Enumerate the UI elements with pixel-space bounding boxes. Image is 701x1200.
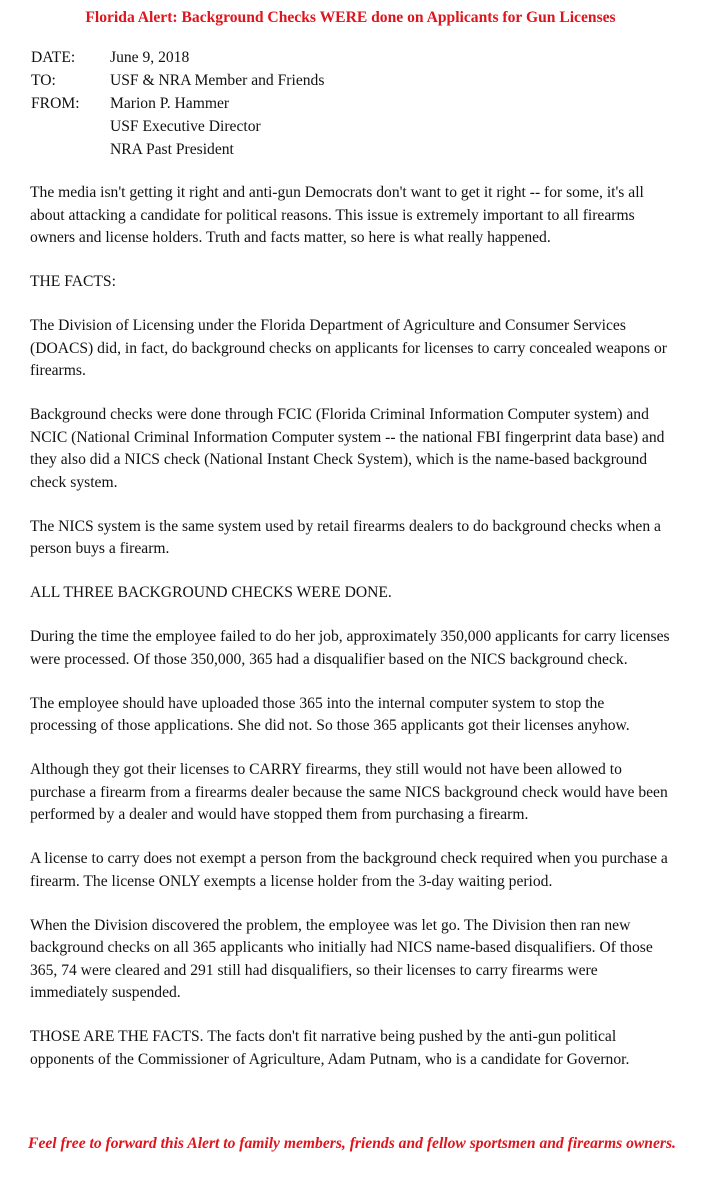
- memo-from-row-3: [31, 138, 324, 161]
- memo-to-row: [31, 69, 324, 92]
- paragraph-division-of-licensing: The Division of Licensing under the Florida Department of Agriculture and Consumer Services (DOACS) did, in fact, do background checks on applicants for licenses to carry concealed weapons or firearms.: [30, 317, 667, 379]
- memo-spacer: [31, 138, 110, 161]
- paragraph-employee-failed: During the time the employee failed to do her job, approximately 350,000 applicants for carry licenses were processed. Of those 350,000, 365 had a disqualifier based on the NICS background check.: [30, 628, 670, 668]
- memo-header: [31, 46, 324, 161]
- paragraph-license-exemption: A license to carry does not exempt a person from the background check required when you purchase a firearm. The license ONLY exempts a license holder from the 3-day waiting period.: [30, 850, 668, 890]
- paragraph-division-discovered: When the Division discovered the problem, the employee was let go. The Division then ran new background checks on all 365 applicants who initially had NICS name-based disqualifiers. Of those 365, 74 were cleared and 291 still had disqualifiers, so their licenses to carry firearms were immediately suspended.: [30, 916, 653, 1001]
- closing-note: Feel free to forward this Alert to family members, friends and fellow sportsmen and firearms owners.: [28, 1135, 676, 1152]
- paragraph-carry-licenses: Although they got their licenses to CARRY firearms, they still would not have been allowed to purchase a firearm from a firearms dealer because the same NICS background check would have been performed by a dealer and would have stopped them from purchasing a firearm.: [30, 761, 668, 823]
- heading-the-facts: THE FACTS:: [30, 273, 116, 290]
- memo-date-label: DATE:: [31, 49, 76, 66]
- paragraph-intro: The media isn't getting it right and anti-gun Democrats don't want to get it right -- for some, it's all about attacking a candidate for political reasons. This issue is extremely important to all firearms owners and license holders. Truth and facts matter, so here is what really happened.: [30, 184, 644, 246]
- memo-from-title-2: NRA Past President: [110, 141, 234, 158]
- memo-from-row: [31, 92, 324, 115]
- paragraph-all-three-checks: ALL THREE BACKGROUND CHECKS WERE DONE.: [30, 584, 392, 601]
- paragraph-those-are-the-facts: THOSE ARE THE FACTS. The facts don't fit narrative being pushed by the anti-gun political opponents of the Commissioner of Agriculture, Adam Putnam, who is a candidate for Governor.: [30, 1028, 630, 1068]
- memo-date-value: June 9, 2018: [110, 49, 190, 66]
- memo-from-title: USF Executive Director: [110, 118, 261, 135]
- memo-from-name: Marion P. Hammer: [110, 95, 230, 112]
- memo-to-label: TO:: [31, 72, 56, 89]
- memo-from-row-2: [31, 115, 324, 138]
- memo-date-row: [31, 46, 324, 69]
- alert-title: Florida Alert: Background Checks WERE done on Applicants for Gun Licenses: [85, 9, 616, 26]
- paragraph-nics-system: The NICS system is the same system used by retail firearms dealers to do background checks when a person buys a firearm.: [30, 517, 661, 557]
- memo-from-label: FROM:: [31, 95, 80, 112]
- paragraph-should-have-uploaded: The employee should have uploaded those 365 into the internal computer system to stop the processing of those applications. She did not. So those 365 applicants got their licenses anyhow.: [30, 694, 630, 734]
- paragraph-background-checks: Background checks were done through FCIC (Florida Criminal Information Computer system) and NCIC (National Criminal Information Computer system -- the national FBI fingerprint data base) and they also did a NICS check (National Instant Check System), which is the name-based background check system.: [30, 406, 665, 491]
- memo-spacer: [31, 115, 110, 138]
- memo-body: [30, 182, 670, 1093]
- memo-to-value: USF & NRA Member and Friends: [110, 72, 325, 89]
